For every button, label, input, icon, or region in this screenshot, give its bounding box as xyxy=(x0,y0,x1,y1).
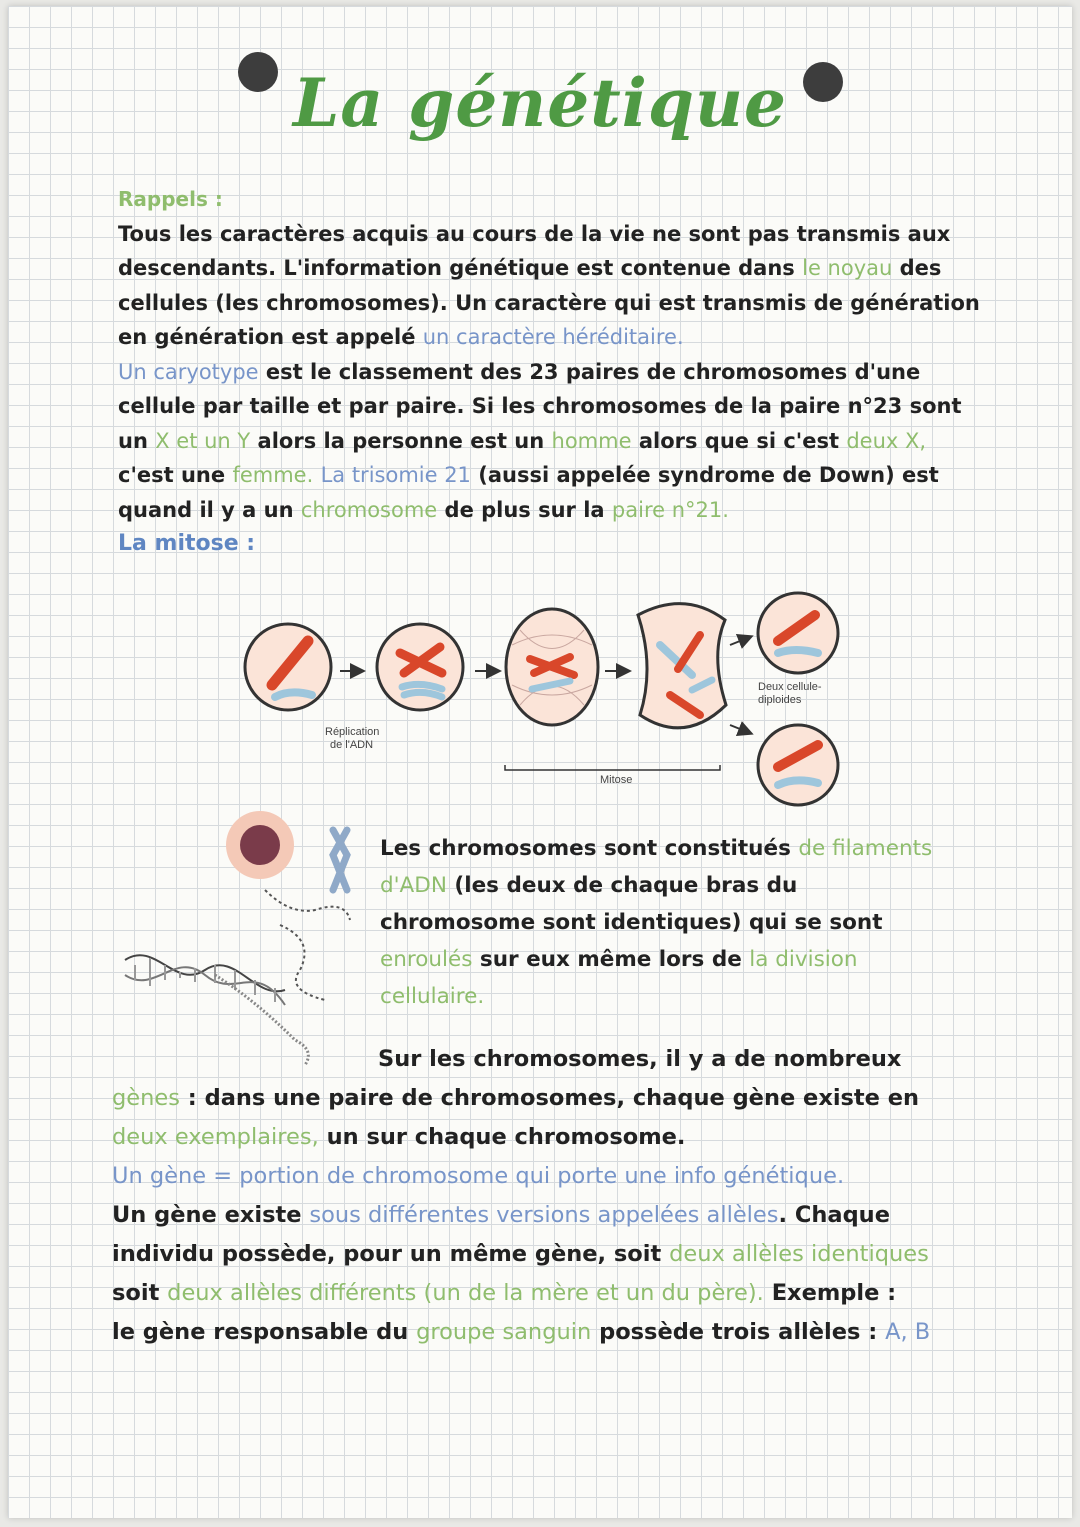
cell-replicated xyxy=(377,624,463,710)
rappels-line-1: Tous les caractères acquis au cours de la vie ne sont pas transmis aux xyxy=(118,221,951,246)
chromo-line-5: cellulaire. xyxy=(380,984,485,1009)
genes-line-8: le gène responsable du groupe sanguin possède trois allèles : A, B xyxy=(112,1319,931,1345)
genes-line-4: Un gène = portion de chromosome qui porte une info génétique. xyxy=(112,1163,845,1189)
mitosis-diagram xyxy=(230,585,860,810)
rappels-line-7: un X et un Y alors la personne est un homme alors que si c'est deux X, xyxy=(118,428,927,453)
rappels-line-6: cellule par taille et par paire. Si les chromosomes de la paire n°23 sont xyxy=(118,394,962,418)
rappels-line-4: en génération est appelé un caractère héréditaire. xyxy=(118,325,684,349)
chromo-line-3: chromosome sont identiques) qui se sont xyxy=(380,910,883,935)
label-replication-2: de l'ADN xyxy=(330,739,374,751)
rappels-line-9: quand il y a un chromosome de plus sur la paire n°21. xyxy=(118,497,729,522)
label-replication-1: Réplication xyxy=(325,726,380,738)
rappels-line-8: c'est une femme. La trisomie 21 (aussi appelée syndrome de Down) est xyxy=(118,463,939,487)
label-diploid-1: Deux cellule- xyxy=(758,681,822,693)
rappels-line-5: Un caryotype est le classement des 23 paires de chromosomes d'une xyxy=(118,359,921,384)
daughter-cell-2 xyxy=(758,725,838,805)
cell-interphase xyxy=(245,624,331,710)
genes-line-2: gènes : dans une paire de chromosomes, chaque gène existe en xyxy=(112,1085,920,1111)
chromo-line-2: d'ADN (les deux de chaque bras du xyxy=(380,873,798,898)
genes-line-3: deux exemplaires, un sur chaque chromosome. xyxy=(112,1124,686,1150)
label-diploid-2: diploides xyxy=(758,694,802,706)
genes-line-6: individu possède, pour un même gène, soit deux allèles identiques xyxy=(112,1241,929,1267)
page-title: La génétique xyxy=(293,64,787,142)
dna-illustration xyxy=(115,800,365,1070)
genes-line-7: soit deux allèles différents (un de la mère et un du père). Exemple : xyxy=(112,1280,897,1306)
chromosome-block xyxy=(380,830,932,1015)
chromosome-icon xyxy=(333,830,347,890)
chromo-line-4: enroulés sur eux même lors de la division xyxy=(380,947,858,972)
genes-line-5: Un gène existe sous différentes versions appelées allèles. Chaque xyxy=(112,1202,890,1228)
cell-anaphase xyxy=(638,604,726,728)
genes-block xyxy=(112,1040,930,1352)
chromo-line-1: Les chromosomes sont constitués de filaments xyxy=(380,836,933,861)
arrow-4 xyxy=(730,637,750,645)
genes-line-1: Sur les chromosomes, il y a de nombreux xyxy=(378,1046,902,1072)
rappels-line-2: descendants. L'information génétique est contenue dans le noyau des xyxy=(118,256,942,280)
mitose-heading: La mitose : xyxy=(118,531,256,556)
rappels-block xyxy=(118,182,980,562)
cell-metaphase xyxy=(506,609,598,725)
mitose-bracket xyxy=(505,765,720,770)
rappels-line-3: cellules (les chromosomes). Un caractère qui est transmis de génération xyxy=(118,290,980,315)
rappels-heading: Rappels : xyxy=(118,187,223,211)
label-mitose: Mitose xyxy=(600,774,633,786)
arrow-5 xyxy=(730,725,750,733)
daughter-cell-1 xyxy=(758,593,838,673)
